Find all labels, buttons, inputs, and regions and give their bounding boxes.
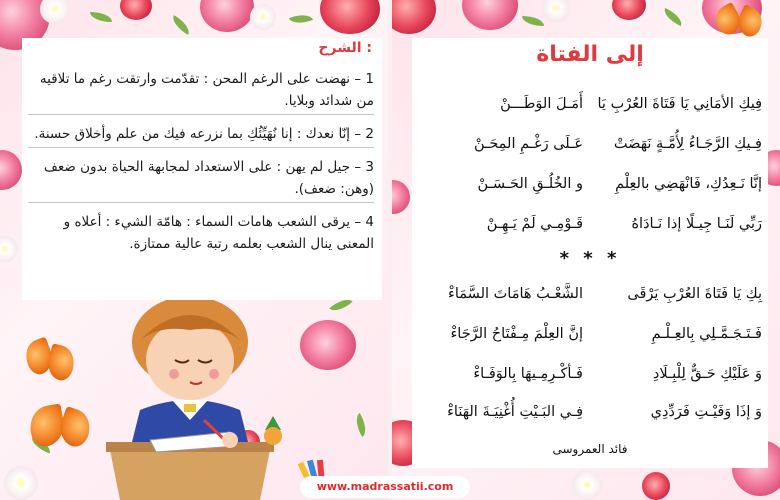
flower-decoration <box>612 0 646 20</box>
butterfly-icon <box>22 340 82 390</box>
poem-verse <box>418 216 762 246</box>
poem-verse <box>418 286 762 316</box>
explanation-title: الشرح : <box>318 40 372 56</box>
explanation-item: 3 – جيل لم يهن : على الاستعداد لمجابهة الحياة بدون ضعف (وهن: ضعف). <box>28 156 374 203</box>
verse-second-hemistich: فَـأكْـرِمِـيهَا بِالوَفَـاءْ <box>473 366 583 382</box>
flower-decoration <box>320 0 380 34</box>
leaf-decoration <box>351 413 371 437</box>
verse-first-hemistich: بِكِ يَا فَتَاةَ العُرْبِ يَرْقَى <box>627 286 762 302</box>
leaf-decoration <box>661 8 685 26</box>
poem-box <box>412 38 768 468</box>
flower-decoration <box>40 0 70 24</box>
explanation-box <box>22 38 382 300</box>
poem-title: إلى الفتاة <box>536 42 644 67</box>
verse-first-hemistich: رَبِّي لَنَـا جِيـلًا إذا نَـادَاهُ <box>631 216 762 232</box>
flower-decoration <box>642 472 670 500</box>
verse-first-hemistich: إنَّا نَـعِدُكِ، فَانْهَضِي بالعِلْمِ <box>615 176 762 192</box>
leaf-decoration <box>90 12 112 22</box>
flower-decoration <box>392 180 410 214</box>
verse-second-hemistich: الشَّعْـبُ هَامَاتَ السَّمَاءْ <box>448 286 583 302</box>
poem-verse <box>418 176 762 206</box>
explanation-item: 4 – يرقى الشعب هامات السماء : هامّة الشيء : أعلاه و المعنى ينال الشعب بعلمه رتبة عالية ممتازة. <box>63 214 374 252</box>
verse-first-hemistich: فَـتَـجَـمَّـلِي بِالعِـلْـمِ <box>651 326 762 342</box>
verse-second-hemistich: فِـي البَـيْتِ أُغْنِيَـةَ الهَنَاءْ <box>447 404 583 420</box>
girl-writing-illustration <box>80 300 300 500</box>
poem-verse <box>418 136 762 166</box>
verse-second-hemistich: أَمَـلَ الوَطَـــنْ <box>500 96 583 112</box>
flower-decoration <box>392 0 436 34</box>
poem-author: فائد العمروسى <box>552 442 628 456</box>
flower-decoration <box>572 470 602 500</box>
poem-verse <box>418 96 762 126</box>
explanation-item: 2 – إنّا نعدك : إنا نُهَيِّئُكِ بما نزرعه فيك من علم وأخلاق حسنة. <box>28 123 374 148</box>
flower-decoration <box>0 236 18 262</box>
right-page <box>392 0 780 500</box>
verse-second-hemistich: و الخُلُـقِ الحَـسَـنْ <box>477 176 583 192</box>
website-url[interactable]: www.madrassatii.com <box>300 476 470 498</box>
verse-second-hemistich: عَـلَى رَغْـمِ المِحَـنْ <box>474 136 583 152</box>
poem-verse <box>418 366 762 396</box>
verse-first-hemistich: فِيكِ الأمَانِي يَا فَتَاةَ العُرْبِ يَا <box>597 96 762 112</box>
poem-verse <box>418 404 762 434</box>
explanation-list <box>28 68 374 265</box>
left-page <box>0 0 388 500</box>
verse-first-hemistich: وَ عَلَيْكِ حَـقٌّ لِلْبِـلَادِ <box>652 366 762 382</box>
flower-decoration <box>462 0 518 30</box>
leaf-decoration <box>289 11 313 28</box>
leaf-decoration <box>522 16 544 26</box>
flower-decoration <box>200 0 254 32</box>
flower-decoration <box>300 320 356 370</box>
stanza-separator: * * * <box>559 248 621 269</box>
explanation-item: 1 – نهضت على الرغم المحن : تقدّمت وارتقت رغم ما تلاقيه من شدائد وبلايا. <box>28 68 374 115</box>
verse-first-hemistich: وَ إذَا وَفَيْـتِ فَرَدِّدِي <box>650 404 762 420</box>
verse-second-hemistich: إنَّ العِلْمَ مِـفْتَاحُ الرَّجَاءْ <box>450 326 583 342</box>
flower-decoration <box>4 466 38 500</box>
flower-decoration <box>542 0 570 22</box>
verse-first-hemistich: فِـيكِ الرَّجَـاءُ لِأُمَّـةٍ نَهَضَتْ <box>613 136 762 152</box>
flower-decoration <box>120 0 152 20</box>
flower-decoration <box>250 4 276 30</box>
leaf-decoration <box>169 15 193 35</box>
flower-decoration <box>0 150 22 190</box>
verse-second-hemistich: قَـوْمِـي لَمْ يَـهِـنْ <box>486 216 583 232</box>
poem-verse <box>418 326 762 356</box>
